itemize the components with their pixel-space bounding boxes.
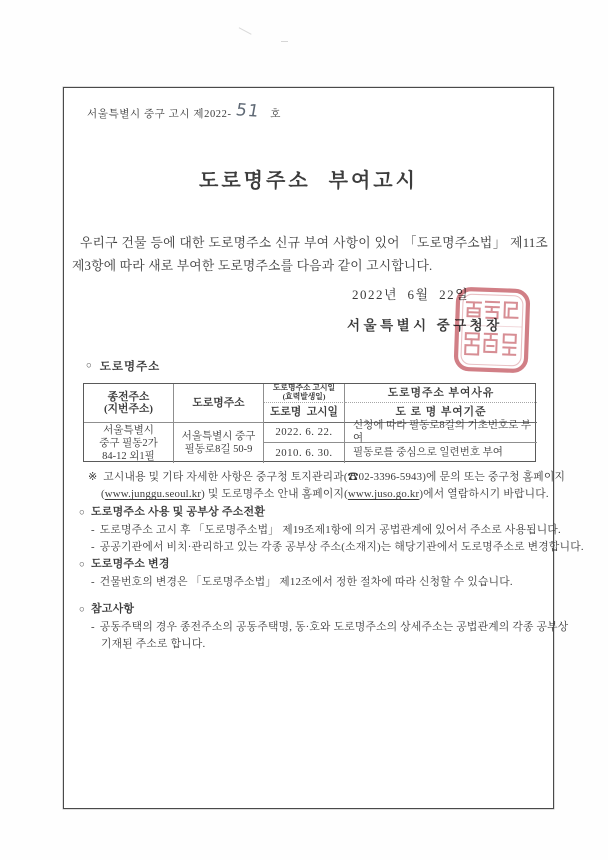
note-text: )에서 열람하시기 바랍니다. [419,488,549,500]
document-page [63,87,584,809]
section-heading-address-usage [76,504,550,522]
note-text: 고시내용 및 기타 자세한 사항은 중구청 토지관리과(☎02-3396-5943)에 문의 또는 중구청 홈페이지 [103,471,566,483]
section-item-continuation: 기재된 주소로 합니다. [101,638,206,650]
paragraph-line: 우리구 건물 등에 대한 도로명주소 신규 부여 사항이 있어 「도로명주소법」 제11조 [80,236,548,250]
table-row-date: 2022. 6. 22. [264,423,345,443]
junggu-homepage-url: www.junggu.seoul.kr [104,488,202,500]
reference-note-line2 [76,486,550,503]
table-header-roadname-criteria: 도 로 명 부여기준 [345,403,537,423]
old-address-text: 84-12 외1필 [102,450,155,462]
page-title: 도로명주소 부여고시 [199,170,418,192]
notice-date: 2022년 6월 22일 [352,287,470,302]
new-address-text: 필동로8길 50-9 [184,444,253,455]
new-address-cell [174,423,264,463]
old-address-cell [84,423,174,463]
paragraph-line: 제3항에 따라 새로 부여한 도로명주소를 다음과 같이 고시합니다. [72,259,433,273]
section-item-text: 공동주택의 경우 종전주소의 공동주택명, 동·호와 도로명주소의 상세주소는 공법관계의 각종 공부상 [99,621,569,633]
table-row-reason: 필동로를 중심으로 일련번호 부여 [353,446,503,458]
table-row-date: 2010. 6. 30. [264,443,345,463]
dash-bullet-icon: - [91,524,95,536]
scan-artifact-mark [234,27,251,42]
section-item-text: 도로명주소 고시 후 「도로명주소법」 제19조제1항에 의거 공법관계에 있어서 주소로 사용됩니다. [99,524,561,536]
official-seal-stamp-icon [451,285,532,376]
road-name-address-table [83,383,536,462]
header-text: (효력발생일) [282,392,326,401]
circle-bullet-icon: ○ [79,560,85,570]
section-item-text: 공공기관에서 비치·관리하고 있는 각종 공부상 주소(소재지)는 해당기관에서 도로명주소로 변경합니다. [99,541,584,553]
section-item [76,539,584,556]
table-header-roadname-gosi-date: 도로명 고시일 [264,403,345,423]
lower-text-block [76,469,584,653]
table-header-old-address [84,384,174,423]
handwritten-doc-number: 51 [233,100,261,122]
circle-bullet-icon: ○ [86,361,93,371]
doc-number-line [87,101,281,125]
address-section-heading-label: 도로명주소 [99,361,161,373]
section-heading-label: 도로명주소 변경 [90,558,170,570]
section-item [76,574,550,591]
note-text: ) 및 도로명주소 안내 홈페이지( [201,488,348,500]
address-section-heading [86,358,160,374]
dash-bullet-icon: - [91,621,95,633]
doc-number-prefix: 서울특별시 중구 고시 제2022- [87,108,232,120]
table-header-new-address: 도로명주소 [174,384,264,423]
section-item [76,522,561,539]
signer-name: 서울특별시 중구청장 [347,318,503,333]
note-text: ( [101,488,105,500]
old-address-text: 서울특별시 [103,424,154,436]
table-header-gosi-date [264,384,345,403]
section-item-text: 건물번호의 변경은 「도로명주소법」 제12조에서 정한 절차에 따라 신청할 수 있습니다. [99,576,513,588]
reference-mark-icon: ※ [88,471,98,483]
notice-paragraph [72,232,548,278]
old-address-text: 중구 필동2가 [99,437,158,449]
table-header-assign-reason: 도로명주소 부여사유 [345,384,537,403]
header-text: (지번주소) [104,403,153,415]
dash-bullet-icon: - [91,541,95,553]
table-row-reason: 신청에 따라 필동로8길의 기초번호로 부여 [345,423,537,443]
reference-note-line1 [76,469,566,486]
section-item [76,619,569,636]
juso-homepage-url: www.juso.go.kr [347,488,420,500]
circle-bullet-icon: ○ [79,605,85,615]
section-heading-remarks [76,601,550,619]
section-heading-label: 도로명주소 사용 및 공부상 주소전환 [90,506,266,518]
header-text: 종전주소 [107,390,150,403]
dash-bullet-icon: - [91,576,95,588]
doc-number-suffix: 호 [270,108,281,120]
scan-artifact-mark [281,41,288,42]
new-address-text: 서울특별시 중구 [181,431,256,442]
section-heading-address-change [76,556,550,574]
section-heading-label: 참고사항 [90,603,135,615]
header-text: 도로명주소 고시일 [272,383,336,393]
circle-bullet-icon: ○ [79,508,85,518]
